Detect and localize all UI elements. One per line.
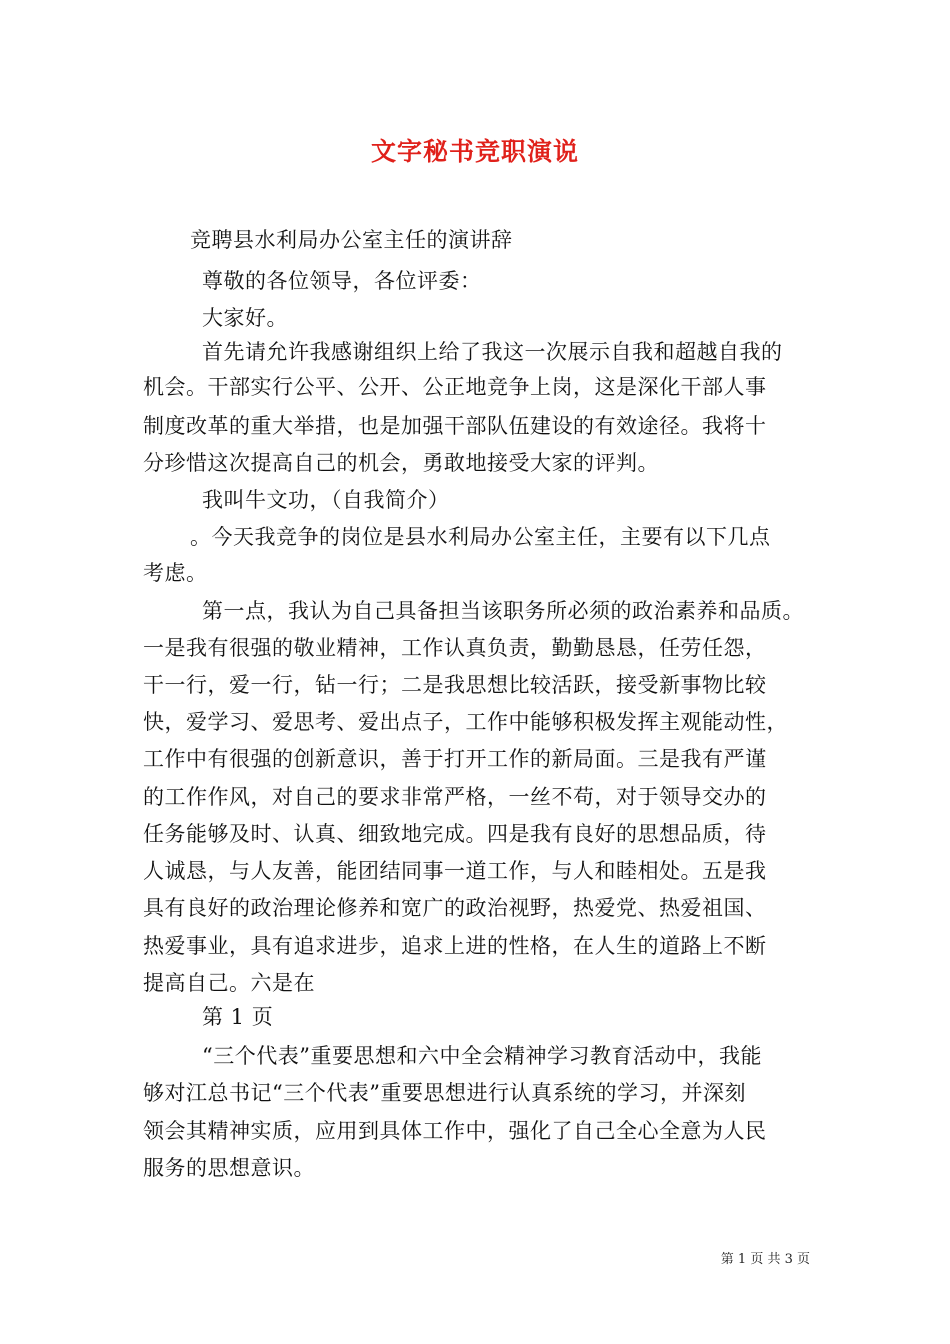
paragraph-line: 机会。干部实行公平、公开、公正地竞争上岗，这是深化干部人事 [143,375,767,399]
paragraph-line: 我叫牛文功，（自我简介） [202,488,450,512]
paragraph-line: 干一行，爱一行，钻一行；二是我思想比较活跃，接受新事物比较 [143,673,767,697]
paragraph-line: 一是我有很强的敬业精神，工作认真负责，勤勤恳恳，任劳任怨， [143,636,767,660]
paragraph-line: 服务的思想意识。 [143,1156,315,1180]
paragraph-line: 够对江总书记“三个代表”重要思想进行认真系统的学习，并深刻 [143,1081,746,1105]
paragraph-line: 的工作作风，对自己的要求非常严格，一丝不苟，对于领导交办的 [143,785,767,809]
paragraph-line: 具有良好的政治理论修养和宽广的政治视野，热爱党、热爱祖国、 [143,896,767,920]
paragraph-line: 分珍惜这次提高自己的机会，勇敢地接受大家的评判。 [143,451,659,475]
paragraph-line: 快，爱学习、爱思考、爱出点子，工作中能够积极发挥主观能动性， [143,710,788,734]
document-title: 文字秘书竞职演说 [370,137,579,166]
paragraph-line: 工作中有很强的创新意识，善于打开工作的新局面。三是我有严谨 [143,747,767,771]
paragraph-line: 领会其精神实质，应用到具体工作中，强化了自己全心全意为人民 [143,1119,767,1143]
paragraph-line: 人诚恳，与人友善，能团结同事一道工作，与人和睦相处。五是我 [143,859,767,883]
paragraph-line: 提高自己。六是在 [143,971,315,995]
paragraph-line: 任务能够及时、认真、细致地完成。四是我有良好的思想品质，待 [143,822,767,846]
paragraph-line: 竞聘县水利局办公室主任的演讲辞 [190,228,513,252]
paragraph-line: 热爱事业，具有追求进步，追求上进的性格，在人生的道路上不断 [143,934,767,958]
paragraph-line: 。今天我竞争的岗位是县水利局办公室主任，主要有以下几点 [190,525,771,549]
paragraph-line: “三个代表”重要思想和六中全会精神学习教育活动中，我能 [202,1044,762,1068]
paragraph-line: 首先请允许我感谢组织上给了我这一次展示自我和超越自我的 [202,340,783,364]
page-footer: 第 1 页 共 3 页 [720,1252,810,1267]
paragraph-line: 考虑。 [143,561,208,585]
paragraph-line: 尊敬的各位领导，各位评委： [202,269,482,293]
paragraph-line: 第一点，我认为自己具备担当该职务所必须的政治素养和品质。 [202,599,804,623]
paragraph-line: 大家好。 [202,306,288,330]
paragraph-line: 制度改革的重大举措，也是加强干部队伍建设的有效途径。我将十 [143,414,767,438]
page-marker: 第 1 页 [202,1005,274,1029]
